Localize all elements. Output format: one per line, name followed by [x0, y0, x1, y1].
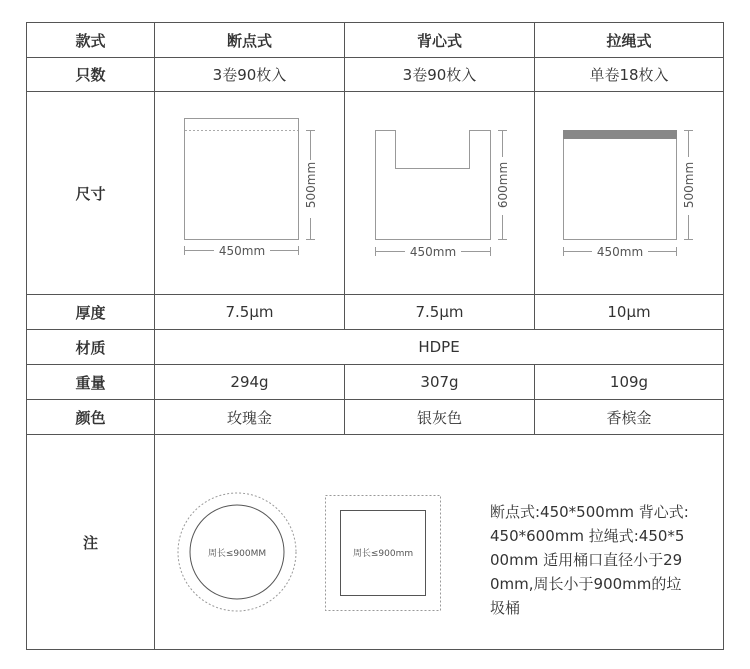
- header-vest: 背心式: [416, 31, 462, 50]
- count-vest: 3卷90枚入: [402, 66, 477, 84]
- bag-breakpoint-width: 450mm: [218, 244, 266, 258]
- bag-vest-diagram: [345, 92, 534, 294]
- bag-drawstring-width: 450mm: [596, 245, 644, 259]
- color-breakpoint: 玫瑰金: [226, 408, 272, 427]
- thickness-drawstring: 10μm: [607, 303, 651, 321]
- bag-vest-height: 600mm: [496, 161, 510, 209]
- weight-vest: 307g: [420, 373, 459, 391]
- row-label-material: 材质: [75, 338, 106, 357]
- header-style: 款式: [75, 31, 106, 50]
- square-bin-label: 周长≤900mm: [352, 549, 414, 559]
- weight-breakpoint: 294g: [230, 373, 269, 391]
- count-drawstring: 单卷18枚入: [589, 66, 669, 84]
- row-label-note: 注: [82, 533, 98, 552]
- bag-drawstring-diagram: [535, 92, 723, 294]
- row-label-weight: 重量: [75, 373, 106, 392]
- bag-breakpoint-height: 500mm: [304, 161, 318, 209]
- color-drawstring: 香槟金: [606, 408, 652, 427]
- color-vest: 银灰色: [416, 408, 462, 427]
- bag-drawstring-height: 500mm: [682, 161, 696, 209]
- header-breakpoint: 断点式: [226, 31, 272, 50]
- bag-breakpoint-diagram: [155, 92, 344, 294]
- row-label-count: 只数: [75, 66, 106, 84]
- bag-vest-width: 450mm: [409, 245, 457, 259]
- row-label-size: 尺寸: [75, 184, 106, 203]
- round-bin-label: 周长≤900MM: [207, 549, 267, 559]
- square-bin-icon: [320, 490, 445, 615]
- row-label-color: 颜色: [75, 408, 106, 427]
- row-label-thickness: 厚度: [75, 303, 106, 322]
- drawstring-band: [563, 130, 677, 139]
- round-bin-icon: [170, 485, 305, 620]
- thickness-vest: 7.5μm: [415, 303, 464, 321]
- header-drawstring: 拉绳式: [606, 31, 652, 50]
- material-value: HDPE: [418, 338, 460, 356]
- count-breakpoint: 3卷90枚入: [212, 66, 287, 84]
- note-text: 断点式:450*500mm 背心式:450*600mm 拉绳式:450*500mm 适用桶口直径小于290mm,周长小于900mm的垃圾桶: [490, 503, 689, 617]
- thickness-breakpoint: 7.5μm: [225, 303, 274, 321]
- weight-drawstring: 109g: [609, 373, 649, 391]
